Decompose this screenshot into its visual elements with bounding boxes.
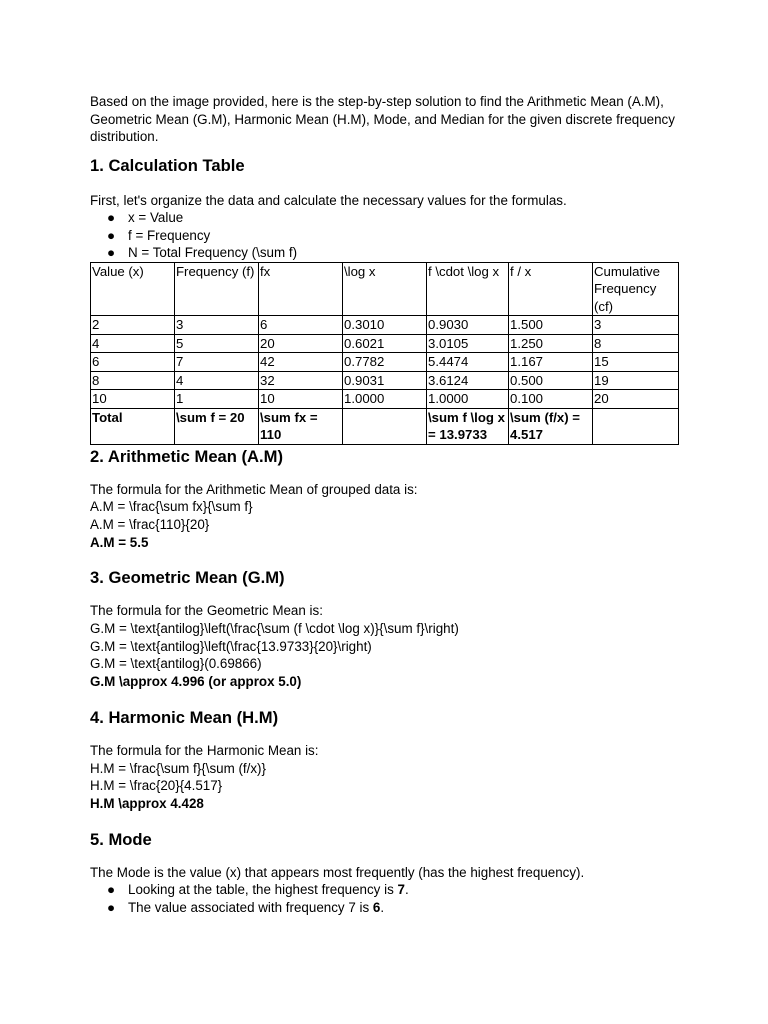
formula-line: H.M = \frac{20}{4.517} [90,778,223,794]
table-cell: \sum fx = 110 [259,408,343,444]
formula-line: H.M = \frac{\sum f}{\sum (f/x)} [90,760,266,776]
result-line: G.M \approx 4.996 (or approx 5.0) [90,674,302,690]
list-item: ● x = Value [107,210,184,225]
section-5-heading: 5. Mode [90,829,152,849]
list-item: ● Looking at the table, the highest frequency is 7. [107,882,409,898]
formula-line: G.M = \text{antilog}\left(\frac{13.9733}{20}\right) [90,638,372,654]
table-header-row [91,262,679,316]
formula-line: G.M = \text{antilog}\left(\frac{\sum (f \cdot \log x)}{\sum f}\right) [90,621,459,637]
bullet-icon: ● [107,245,116,260]
table-row [91,390,679,409]
column-header: Value (x) [91,262,175,316]
bullet-icon: ● [107,227,116,243]
table-cell: 0.9031 [343,371,427,390]
table-cell: 7 [175,353,259,372]
section-2-heading: 2. Arithmetic Mean (A.M) [90,446,283,466]
list-item: ● N = Total Frequency (\sum f) [107,245,298,260]
table-cell: 4 [175,371,259,390]
table-cell [343,408,427,444]
table-cell [593,408,679,444]
result-line: A.M = 5.5 [90,534,149,550]
formula-line: G.M = \text{antilog}(0.69866) [90,656,262,672]
table-cell: 10 [91,390,175,409]
table-cell: 4 [91,334,175,353]
column-header: f / x [509,262,593,316]
table-cell: 3.6124 [427,371,509,390]
formula-line: A.M = \frac{\sum fx}{\sum f} [90,499,253,515]
column-header: fx [259,262,343,316]
table-cell: 0.3010 [343,316,427,335]
table-cell: 3 [175,316,259,335]
table-cell: 0.100 [509,390,593,409]
table-cell: 1 [175,390,259,409]
section-3-lead: The formula for the Geometric Mean is: [90,603,323,619]
table-row [91,334,679,353]
table-cell: 6 [259,316,343,335]
list-item: ● f = Frequency [107,227,211,243]
section-4-lead: The formula for the Harmonic Mean is: [90,742,319,758]
table-total-row [91,408,679,444]
table-cell: 0.7782 [343,353,427,372]
table-cell: 2 [91,316,175,335]
table-cell: \sum f \log x = 13.9733 [427,408,509,444]
column-header: \log x [343,262,427,316]
table-cell: 0.9030 [427,316,509,335]
column-header: Frequency (f) [175,262,259,316]
column-header: Cumulative Frequency (cf) [593,262,679,316]
table-cell: 0.500 [509,371,593,390]
table-cell: Total [91,408,175,444]
section-1-lead: First, let's organize the data and calculate the necessary values for the formulas. [90,192,567,208]
table-cell: 1.250 [509,334,593,353]
table-cell: 6 [91,353,175,372]
section-1-heading: 1. Calculation Table [90,155,245,175]
table-cell: 20 [259,334,343,353]
table-cell: \sum (f/x) = 4.517 [509,408,593,444]
result-line: H.M \approx 4.428 [90,795,204,811]
column-header: f \cdot \log x [427,262,509,316]
table-cell: 8 [593,334,679,353]
bullet-icon: ● [107,882,116,898]
section-3-heading: 3. Geometric Mean (G.M) [90,568,285,588]
table-cell: 1.0000 [427,390,509,409]
table-row [91,316,679,335]
mode-list [90,881,680,916]
intro-paragraph: Based on the image provided, here is the step-by-step solution to find the Arithmetic Mean (A.M), Geometric Mean (G.M), Harmonic Mean (H.M), Mode, and Median for the given discrete frequency distribution. [90,94,675,144]
table-cell: 15 [593,353,679,372]
calculation-table [90,262,679,445]
bullet-icon: ● [107,899,116,915]
table-cell: 8 [91,371,175,390]
table-cell: 1.500 [509,316,593,335]
bullet-icon: ● [107,210,116,225]
section-2-lead: The formula for the Arithmetic Mean of grouped data is: [90,481,418,497]
table-cell: 32 [259,371,343,390]
table-cell: 1.0000 [343,390,427,409]
table-cell: 42 [259,353,343,372]
table-row [91,353,679,372]
table-row [91,371,679,390]
table-cell: 10 [259,390,343,409]
list-item: ● The value associated with frequency 7 is 6. [107,899,385,915]
table-cell: 1.167 [509,353,593,372]
table-cell: \sum f = 20 [175,408,259,444]
section-5-lead: The Mode is the value (x) that appears most frequently (has the highest frequency). [90,864,585,880]
table-cell: 5 [175,334,259,353]
table-cell: 5.4474 [427,353,509,372]
table-cell: 19 [593,371,679,390]
table-cell: 20 [593,390,679,409]
table-cell: 3 [593,316,679,335]
formula-line: A.M = \frac{110}{20} [90,516,210,532]
variable-list [90,209,680,262]
document-page [90,93,680,916]
section-4-heading: 4. Harmonic Mean (H.M) [90,707,279,727]
table-cell: 3.0105 [427,334,509,353]
table-cell: 0.6021 [343,334,427,353]
